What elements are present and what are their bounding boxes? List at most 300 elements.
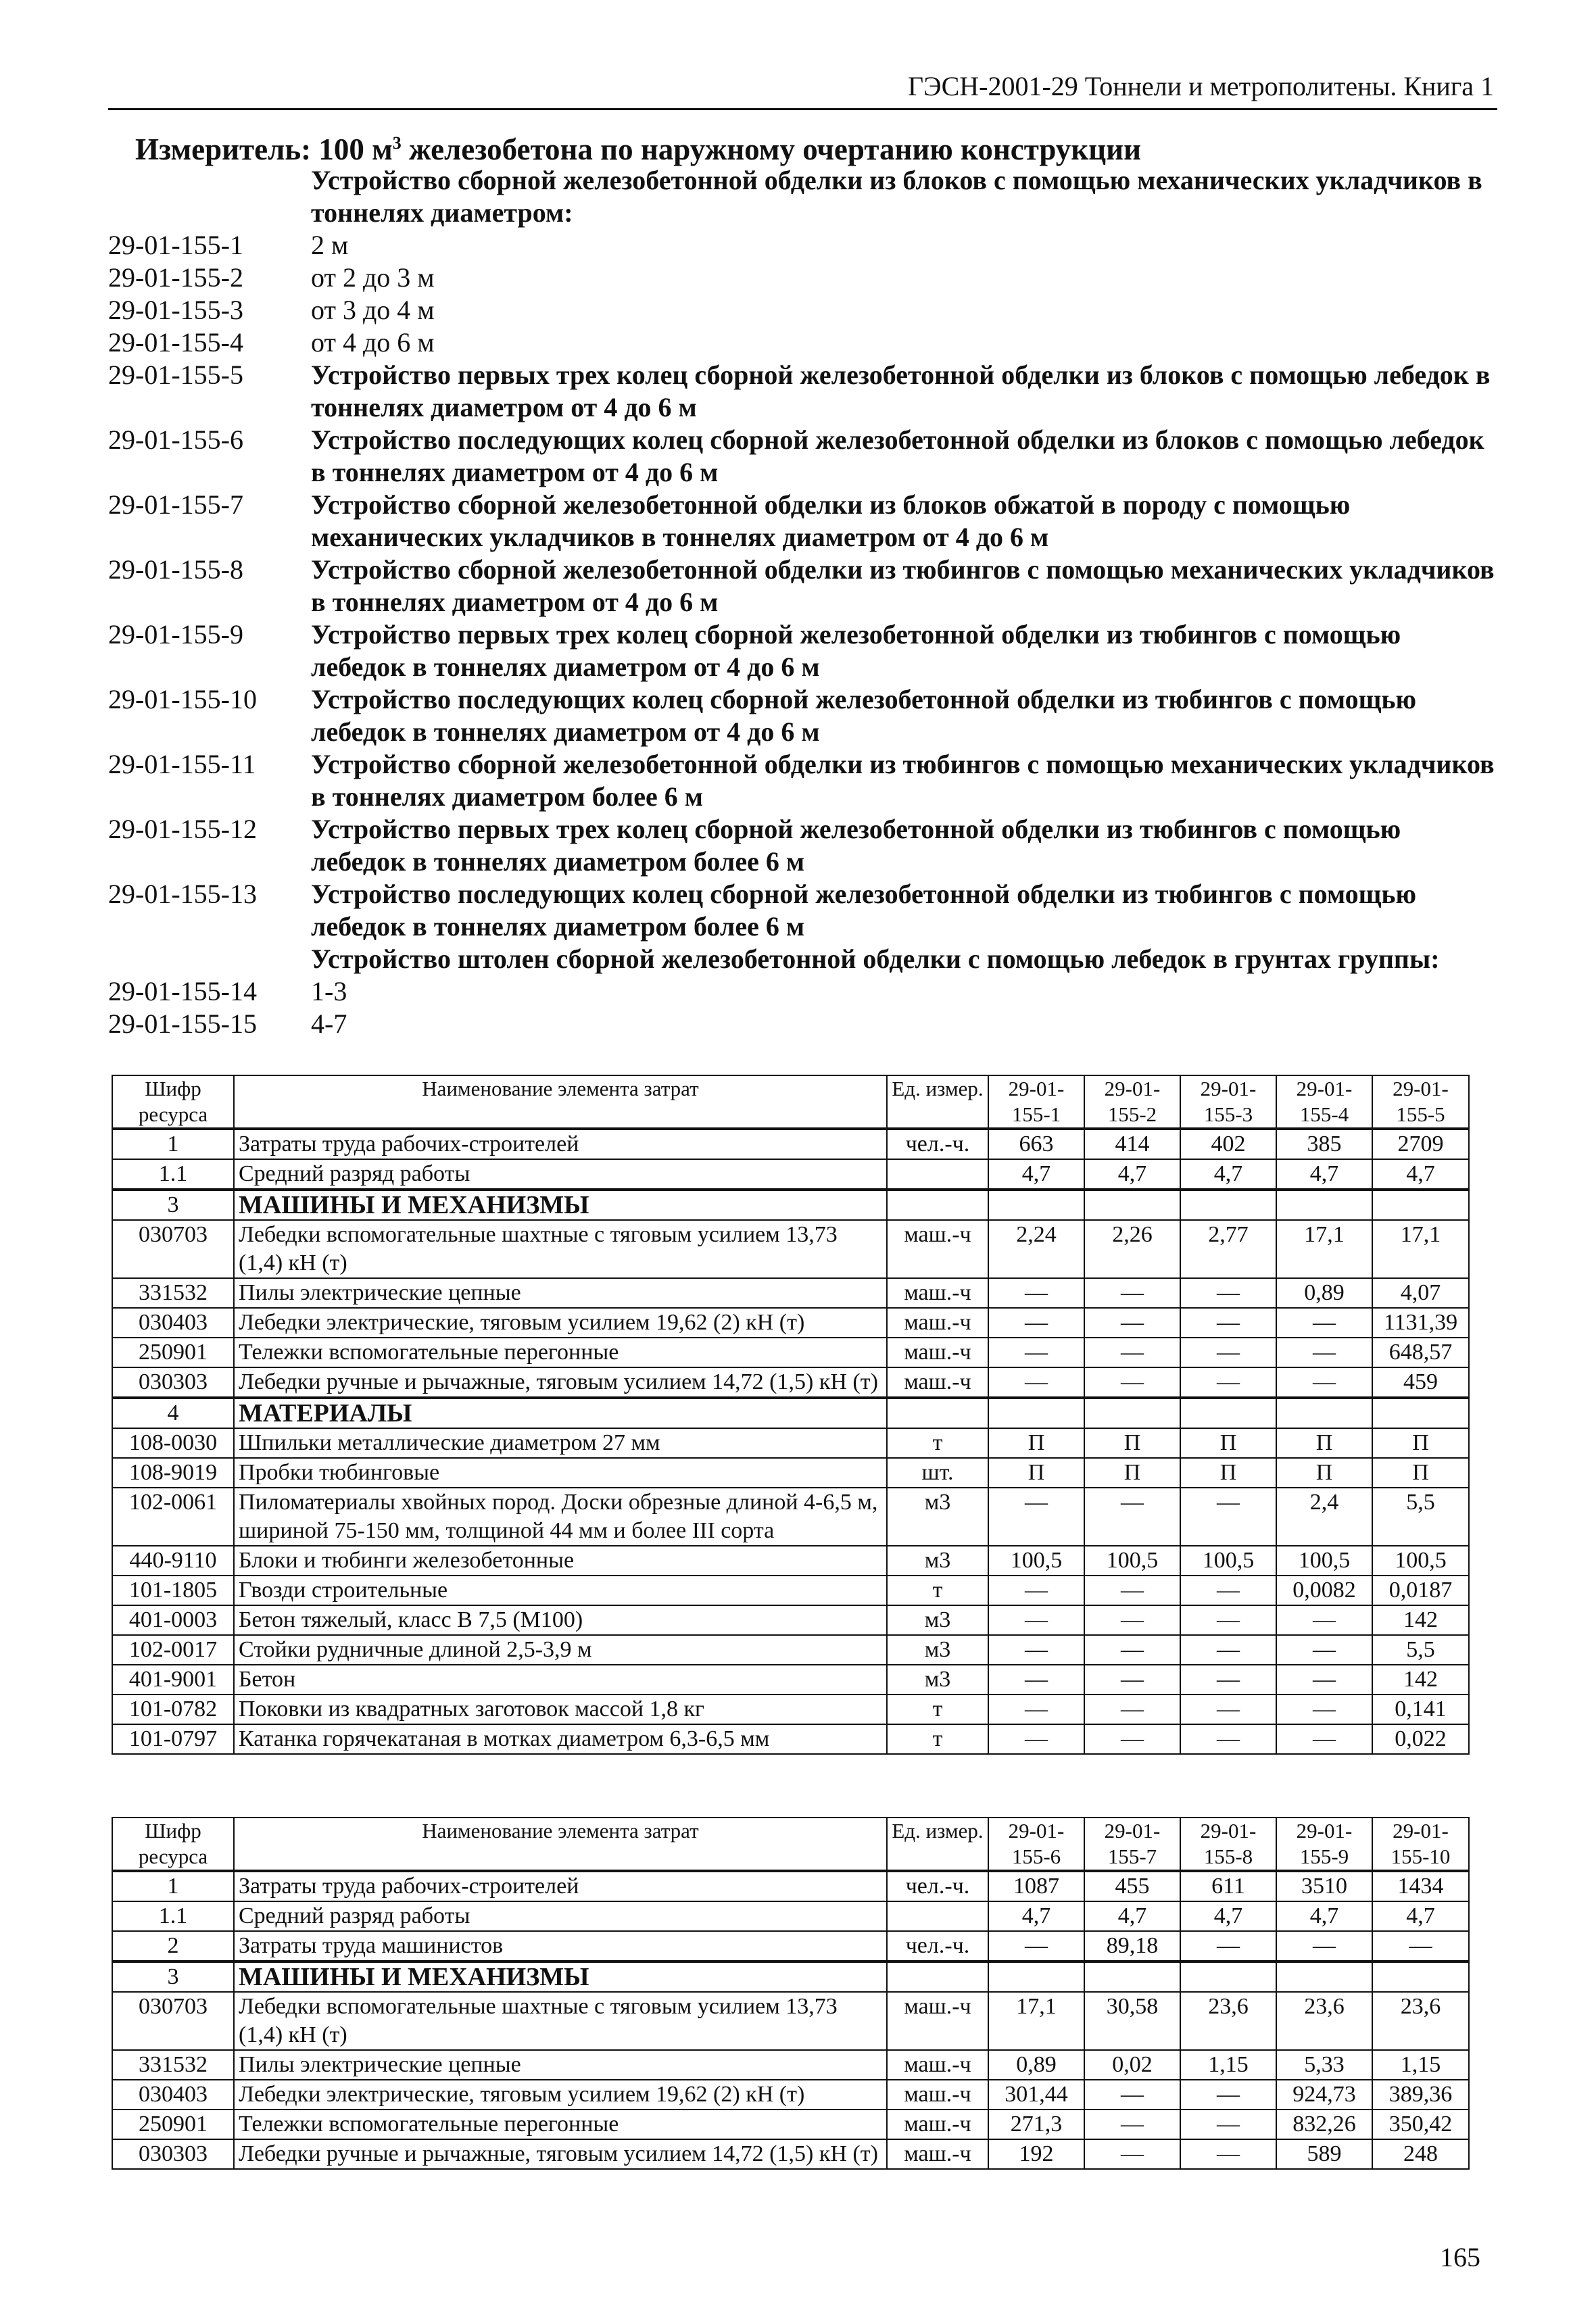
value-cell: 192 [988, 2139, 1084, 2169]
value-cell: 100,5 [1180, 1546, 1276, 1576]
value-cell: 4,7 [1372, 1901, 1469, 1931]
resource-code-cell: 030703 [112, 1220, 234, 1278]
table-row [112, 1695, 1469, 1724]
unit-cell: м3 [887, 1605, 988, 1635]
value-cell: 0,89 [1276, 1278, 1372, 1308]
norm-entry-code [108, 943, 311, 975]
resource-code-cell: 101-0797 [112, 1724, 234, 1754]
resource-name-cell: Тележки вспомогательные перегонные [234, 2110, 887, 2139]
value-cell: 832,26 [1276, 2110, 1372, 2139]
value-cell: 4,7 [1276, 1159, 1372, 1190]
value-cell: 402 [1180, 1129, 1276, 1159]
value-cell [1180, 1190, 1276, 1220]
table-row [112, 1428, 1469, 1458]
value-cell: 2,26 [1084, 1220, 1180, 1278]
norm-entry-code: 29-01-155-2 [108, 262, 243, 293]
value-cell: — [988, 1367, 1084, 1398]
value-cell: — [1084, 1576, 1180, 1605]
resource-code-cell: 101-1805 [112, 1576, 234, 1605]
resource-code-cell: 108-9019 [112, 1458, 234, 1488]
measure-value: 100 м [318, 132, 393, 166]
resource-code-cell: 250901 [112, 1338, 234, 1367]
resource-code-cell: 102-0017 [112, 1635, 234, 1665]
value-cell: 648,57 [1372, 1338, 1469, 1367]
value-cell: — [1084, 1308, 1180, 1338]
norm-entry [108, 229, 1497, 262]
table-row [112, 1308, 1469, 1338]
value-cell: П [1180, 1458, 1276, 1488]
unit-cell [887, 1398, 988, 1428]
column-header: Шифр ресурса [112, 1075, 234, 1129]
value-cell: — [988, 1576, 1084, 1605]
value-cell: 2709 [1372, 1129, 1469, 1159]
value-cell: 5,5 [1372, 1488, 1469, 1546]
value-cell: — [988, 1695, 1084, 1724]
resource-code-cell: 401-0003 [112, 1605, 234, 1635]
value-cell: 589 [1276, 2139, 1372, 2169]
resource-code-cell: 2 [112, 1931, 234, 1961]
value-cell: — [1276, 1724, 1372, 1754]
value-cell [988, 1961, 1084, 1992]
resource-name-cell: МАШИНЫ И МЕХАНИЗМЫ [234, 1961, 887, 1992]
value-cell: П [1372, 1458, 1469, 1488]
value-cell: П [1372, 1428, 1469, 1458]
norm-entry [108, 618, 1497, 683]
table-row [112, 1605, 1469, 1635]
norm-entry-text: Устройство штолен сборной железобетонной обделки с помощью лебедок в грунтах группы: [311, 944, 1440, 974]
value-cell: 1,15 [1180, 2050, 1276, 2080]
value-cell: — [1180, 1931, 1276, 1961]
value-cell: — [1084, 1338, 1180, 1367]
value-cell: — [1180, 1576, 1276, 1605]
norm-entry [108, 683, 1497, 748]
table-row [112, 2080, 1469, 2110]
resource-name-cell: Затраты труда рабочих-строителей [234, 1129, 887, 1159]
column-header: 29-01-155-1 [988, 1075, 1084, 1129]
resource-name-cell: Лебедки электрические, тяговым усилием 19,62 (2) кН (т) [234, 1308, 887, 1338]
value-cell: — [1276, 1308, 1372, 1338]
norm-entry-code: 29-01-155-1 [108, 230, 243, 260]
resource-name-cell: Блоки и тюбинги железобетонные [234, 1546, 887, 1576]
norm-entry [108, 1008, 1497, 1040]
value-cell: 1131,39 [1372, 1308, 1469, 1338]
norm-entry [108, 878, 1497, 943]
unit-cell: т [887, 1428, 988, 1458]
resource-code-cell: 1.1 [112, 1901, 234, 1931]
norm-entry-text: Устройство сборной железобетонной обделки из тюбингов с помощью механических укладчиков в тоннелях диаметром от 4 до 6 м [311, 554, 1495, 617]
unit-cell: маш.-ч [887, 2139, 988, 2169]
value-cell: 100,5 [1276, 1546, 1372, 1576]
value-cell: 23,6 [1372, 1992, 1469, 2050]
norm-entry-text: 4-7 [311, 1008, 347, 1039]
column-header: Наименование элемента затрат [234, 1075, 887, 1129]
value-cell: — [1180, 2139, 1276, 2169]
value-cell: 389,36 [1372, 2080, 1469, 2110]
value-cell: 248 [1372, 2139, 1469, 2169]
value-cell: — [988, 1338, 1084, 1367]
resource-code-cell: 101-0782 [112, 1695, 234, 1724]
value-cell: — [1276, 1605, 1372, 1635]
value-cell: 4,7 [1084, 1901, 1180, 1931]
norm-entry-text: Устройство последующих колец сборной железобетонной обделки из блоков с помощью лебедок в тоннелях диаметром от 4 до 6 м [311, 424, 1484, 487]
column-header: 29-01-155-2 [1084, 1075, 1180, 1129]
norm-entry-code: 29-01-155-11 [108, 749, 256, 779]
resource-name-cell: Лебедки вспомогательные шахтные с тяговым усилием 13,73 (1,4) кН (т) [234, 1992, 887, 2050]
measure-sup: 3 [392, 133, 402, 153]
resources-table-2 [112, 1817, 1470, 2170]
value-cell: — [1276, 1367, 1372, 1398]
table-row [112, 1220, 1469, 1278]
value-cell: — [1276, 1931, 1372, 1961]
resource-name-cell: Средний разряд работы [234, 1901, 887, 1931]
norm-entry-text: Устройство первых трех колец сборной железобетонной обделки из блоков с помощью лебедок в тоннелях диаметром от 4 до 6 м [311, 360, 1491, 422]
value-cell: — [1084, 1367, 1180, 1398]
value-cell: 663 [988, 1129, 1084, 1159]
value-cell: — [1276, 1338, 1372, 1367]
column-header: 29-01-155-6 [988, 1818, 1084, 1871]
value-cell: 100,5 [1372, 1546, 1469, 1576]
value-cell: 5,5 [1372, 1635, 1469, 1665]
value-cell: — [1084, 1695, 1180, 1724]
header-rule [108, 108, 1497, 110]
norm-entry [108, 489, 1497, 554]
resource-name-cell: Пробки тюбинговые [234, 1458, 887, 1488]
column-header: Ед. измер. [887, 1818, 988, 1871]
resource-code-cell: 108-0030 [112, 1428, 234, 1458]
value-cell: — [1180, 1367, 1276, 1398]
norm-entry [108, 262, 1497, 294]
value-cell: — [988, 1605, 1084, 1635]
resource-name-cell: Лебедки вспомогательные шахтные с тяговым усилием 13,73 (1,4) кН (т) [234, 1220, 887, 1278]
norm-entry-code: 29-01-155-8 [108, 554, 243, 585]
value-cell: — [1180, 1605, 1276, 1635]
resource-name-cell: МАШИНЫ И МЕХАНИЗМЫ [234, 1190, 887, 1220]
value-cell: — [988, 1635, 1084, 1665]
value-cell: — [1276, 1695, 1372, 1724]
value-cell: 271,3 [988, 2110, 1084, 2139]
page-number: 165 [1440, 2242, 1480, 2272]
column-header: 29-01-155-3 [1180, 1075, 1276, 1129]
norm-entry-text: Устройство сборной железобетонной обделки из тюбингов с помощью механических укладчиков в тоннелях диаметром более 6 м [311, 749, 1495, 812]
resource-code-cell: 401-9001 [112, 1665, 234, 1695]
resource-name-cell: Стойки рудничные длиной 2,5-3,9 м [234, 1635, 887, 1665]
value-cell: 385 [1276, 1129, 1372, 1159]
value-cell: — [1276, 1665, 1372, 1695]
value-cell [1084, 1398, 1180, 1428]
norm-entry-text: от 3 до 4 м [311, 295, 435, 325]
resource-code-cell: 1.1 [112, 1159, 234, 1190]
value-cell: — [1084, 1278, 1180, 1308]
value-cell [988, 1398, 1084, 1428]
value-cell [1372, 1190, 1469, 1220]
value-cell: 924,73 [1276, 2080, 1372, 2110]
norm-entry-text: Устройство последующих колец сборной железобетонной обделки из тюбингов с помощью лебедок в тоннелях диаметром более 6 м [311, 879, 1417, 942]
value-cell: 0,141 [1372, 1695, 1469, 1724]
resource-name-cell: Лебедки электрические, тяговым усилием 19,62 (2) кН (т) [234, 2080, 887, 2110]
table-row [112, 1129, 1469, 1159]
resource-code-cell: 102-0061 [112, 1488, 234, 1546]
table-row [112, 2050, 1469, 2080]
value-cell [1180, 1398, 1276, 1428]
resource-code-cell: 030403 [112, 2080, 234, 2110]
value-cell: 100,5 [1084, 1546, 1180, 1576]
unit-cell: чел.-ч. [887, 1129, 988, 1159]
resource-code-cell: 1 [112, 1129, 234, 1159]
value-cell: 1,15 [1372, 2050, 1469, 2080]
unit-cell [887, 1159, 988, 1190]
unit-cell: маш.-ч [887, 1992, 988, 2050]
unit-cell: маш.-ч [887, 1220, 988, 1278]
value-cell: — [988, 1931, 1084, 1961]
table-row [112, 2139, 1469, 2169]
value-cell: П [988, 1458, 1084, 1488]
norm-entry-code: 29-01-155-12 [108, 814, 257, 844]
value-cell [1372, 1398, 1469, 1428]
table-row [112, 1367, 1469, 1398]
resource-name-cell: МАТЕРИАЛЫ [234, 1398, 887, 1428]
resource-name-cell: Средний разряд работы [234, 1159, 887, 1190]
value-cell: 17,1 [988, 1992, 1084, 2050]
norm-entry-code: 29-01-155-7 [108, 489, 243, 520]
value-cell: 455 [1084, 1871, 1180, 1901]
value-cell: 4,7 [1372, 1159, 1469, 1190]
norm-entry-code: 29-01-155-6 [108, 424, 243, 455]
column-header: Наименование элемента затрат [234, 1818, 887, 1871]
norm-entry [108, 813, 1497, 878]
unit-cell: чел.-ч. [887, 1931, 988, 1961]
resource-name-cell: Бетон тяжелый, класс В 7,5 (М100) [234, 1605, 887, 1635]
section-row [112, 1961, 1469, 1992]
norm-entry-code: 29-01-155-5 [108, 360, 243, 390]
value-cell: 23,6 [1276, 1992, 1372, 2050]
resource-name-cell: Пилы электрические цепные [234, 2050, 887, 2080]
value-cell: П [1180, 1428, 1276, 1458]
value-cell: 1434 [1372, 1871, 1469, 1901]
table-row [112, 1278, 1469, 1308]
resource-name-cell: Шпильки металлические диаметром 27 мм [234, 1428, 887, 1458]
value-cell: — [1180, 1665, 1276, 1695]
norm-entry-code: 29-01-155-4 [108, 327, 243, 358]
resource-code-cell: 331532 [112, 1278, 234, 1308]
value-cell: — [1084, 1724, 1180, 1754]
column-header: 29-01-155-8 [1180, 1818, 1276, 1871]
resource-code-cell: 030303 [112, 2139, 234, 2169]
table-row [112, 1665, 1469, 1695]
resource-name-cell: Пилы электрические цепные [234, 1278, 887, 1308]
value-cell: 2,77 [1180, 1220, 1276, 1278]
value-cell [1084, 1961, 1180, 1992]
value-cell: 0,0187 [1372, 1576, 1469, 1605]
resource-code-cell: 4 [112, 1398, 234, 1428]
column-header: Ед. измер. [887, 1075, 988, 1129]
value-cell: 3510 [1276, 1871, 1372, 1901]
norm-entry-code: 29-01-155-10 [108, 684, 257, 714]
norm-entry-text: 1-3 [311, 976, 347, 1006]
norm-entry-text: Устройство сборной железобетонной обделки из блоков с помощью механических укладчиков в тоннелях диаметром: [311, 165, 1482, 228]
value-cell: 142 [1372, 1665, 1469, 1695]
unit-cell: м3 [887, 1635, 988, 1665]
resource-name-cell: Лебедки ручные и рычажные, тяговым усилием 14,72 (1,5) кН (т) [234, 1367, 887, 1398]
table-row [112, 1338, 1469, 1367]
norm-entry-text: Устройство первых трех колец сборной железобетонной обделки из тюбингов с помощью лебедок в тоннелях диаметром более 6 м [311, 814, 1401, 877]
unit-cell: чел.-ч. [887, 1871, 988, 1901]
value-cell [1084, 1190, 1180, 1220]
table-row [112, 1488, 1469, 1546]
norm-entry-text: Устройство первых трех колец сборной железобетонной обделки из тюбингов с помощью лебедок в тоннелях диаметром от 4 до 6 м [311, 619, 1401, 682]
norm-entry-code [108, 164, 311, 229]
table-row [112, 1931, 1469, 1961]
column-header: 29-01-155-5 [1372, 1075, 1469, 1129]
resources-table-1 [112, 1075, 1470, 1755]
value-cell: — [1180, 1724, 1276, 1754]
value-cell: 350,42 [1372, 2110, 1469, 2139]
value-cell: — [1180, 1635, 1276, 1665]
norm-entry [108, 164, 1497, 229]
value-cell: П [988, 1428, 1084, 1458]
value-cell: — [1180, 1308, 1276, 1338]
value-cell: — [1180, 1695, 1276, 1724]
section-row [112, 1398, 1469, 1428]
unit-cell: маш.-ч [887, 1338, 988, 1367]
table-row [112, 1992, 1469, 2050]
unit-cell: маш.-ч [887, 1367, 988, 1398]
unit-cell: маш.-ч [887, 2110, 988, 2139]
resource-name-cell: Тележки вспомогательные перегонные [234, 1338, 887, 1367]
value-cell: — [1180, 1278, 1276, 1308]
unit-cell: маш.-ч [887, 2050, 988, 2080]
value-cell: 1087 [988, 1871, 1084, 1901]
norm-entry-code: 29-01-155-15 [108, 1008, 257, 1039]
value-cell: — [1180, 1338, 1276, 1367]
value-cell: 0,02 [1084, 2050, 1180, 2080]
value-cell: — [1084, 2080, 1180, 2110]
unit-cell: м3 [887, 1665, 988, 1695]
norm-entry [108, 975, 1497, 1008]
running-header: ГЭСН-2001-29 Тоннели и метрополитены. Книга 1 [908, 71, 1494, 101]
value-cell: — [1180, 1488, 1276, 1546]
value-cell: 4,7 [1180, 1901, 1276, 1931]
value-cell: 17,1 [1276, 1220, 1372, 1278]
norm-entry-code: 29-01-155-13 [108, 879, 257, 909]
value-cell: — [1180, 2080, 1276, 2110]
value-cell: 459 [1372, 1367, 1469, 1398]
value-cell: 4,7 [988, 1159, 1084, 1190]
resource-code-cell: 030303 [112, 1367, 234, 1398]
value-cell: — [1084, 1635, 1180, 1665]
resource-name-cell: Затраты труда рабочих-строителей [234, 1871, 887, 1901]
value-cell: 5,33 [1276, 2050, 1372, 2080]
value-cell: 142 [1372, 1605, 1469, 1635]
value-cell: 4,7 [1276, 1901, 1372, 1931]
norm-entry-code: 29-01-155-3 [108, 295, 243, 325]
resource-code-cell: 440-9110 [112, 1546, 234, 1576]
unit-cell: т [887, 1724, 988, 1754]
measure-line [135, 132, 1141, 167]
table-row [112, 1159, 1469, 1190]
column-header: 29-01-155-7 [1084, 1818, 1180, 1871]
value-cell: 4,07 [1372, 1278, 1469, 1308]
resource-name-cell: Катанка горячекатаная в мотках диаметром 6,3-6,5 мм [234, 1724, 887, 1754]
norm-entry [108, 943, 1497, 975]
column-header: 29-01-155-4 [1276, 1075, 1372, 1129]
table-row [112, 1546, 1469, 1576]
unit-cell [887, 1190, 988, 1220]
value-cell [1180, 1961, 1276, 1992]
value-cell: 0,89 [988, 2050, 1084, 2080]
norm-entry [108, 554, 1497, 618]
value-cell: П [1084, 1458, 1180, 1488]
resource-code-cell: 3 [112, 1190, 234, 1220]
norm-entry-text: от 4 до 6 м [311, 327, 435, 358]
resource-name-cell: Бетон [234, 1665, 887, 1695]
norm-entries-list [108, 164, 1497, 1040]
resource-code-cell: 331532 [112, 2050, 234, 2080]
value-cell: 301,44 [988, 2080, 1084, 2110]
value-cell: П [1276, 1458, 1372, 1488]
resource-code-cell: 1 [112, 1871, 234, 1901]
norm-entry [108, 326, 1497, 359]
value-cell: — [1084, 1605, 1180, 1635]
value-cell: — [988, 1488, 1084, 1546]
value-cell: 30,58 [1084, 1992, 1180, 2050]
value-cell: — [1084, 1665, 1180, 1695]
unit-cell [887, 1901, 988, 1931]
value-cell: 4,7 [1084, 1159, 1180, 1190]
value-cell [1276, 1190, 1372, 1220]
resource-name-cell: Затраты труда машинистов [234, 1931, 887, 1961]
resource-code-cell: 250901 [112, 2110, 234, 2139]
norm-entry-text: Устройство последующих колец сборной железобетонной обделки из тюбингов с помощью лебедок в тоннелях диаметром от 4 до 6 м [311, 684, 1417, 747]
value-cell: 0,0082 [1276, 1576, 1372, 1605]
value-cell: 2,4 [1276, 1488, 1372, 1546]
norm-entry-code: 29-01-155-9 [108, 619, 243, 650]
value-cell: 4,7 [988, 1901, 1084, 1931]
unit-cell: шт. [887, 1458, 988, 1488]
value-cell: 0,022 [1372, 1724, 1469, 1754]
value-cell: 23,6 [1180, 1992, 1276, 2050]
norm-entry [108, 424, 1497, 489]
value-cell: — [1276, 1635, 1372, 1665]
value-cell: 100,5 [988, 1546, 1084, 1576]
norm-entry [108, 748, 1497, 813]
value-cell: — [1372, 1931, 1469, 1961]
value-cell: — [988, 1665, 1084, 1695]
resource-code-cell: 030403 [112, 1308, 234, 1338]
norm-entry-text: Устройство сборной железобетонной обделки из блоков обжатой в породу с помощью механических укладчиков в тоннелях диаметром от 4 до 6 м [311, 489, 1351, 552]
unit-cell: м3 [887, 1488, 988, 1546]
resource-name-cell: Поковки из квадратных заготовок массой 1,8 кг [234, 1695, 887, 1724]
table-row [112, 1724, 1469, 1754]
column-header: 29-01-155-9 [1276, 1818, 1372, 1871]
table-row [112, 1901, 1469, 1931]
value-cell: 4,7 [1180, 1159, 1276, 1190]
measure-label: Измеритель: [135, 132, 312, 166]
value-cell: 89,18 [1084, 1931, 1180, 1961]
resource-name-cell: Лебедки ручные и рычажные, тяговым усилием 14,72 (1,5) кН (т) [234, 2139, 887, 2169]
value-cell: П [1084, 1428, 1180, 1458]
value-cell: — [1084, 2139, 1180, 2169]
table-row [112, 1576, 1469, 1605]
value-cell: — [1084, 1488, 1180, 1546]
table-row [112, 1635, 1469, 1665]
value-cell: 2,24 [988, 1220, 1084, 1278]
value-cell: 17,1 [1372, 1220, 1469, 1278]
section-row [112, 1190, 1469, 1220]
table-row [112, 1458, 1469, 1488]
unit-cell [887, 1961, 988, 1992]
table-row [112, 1871, 1469, 1901]
unit-cell: маш.-ч [887, 1308, 988, 1338]
